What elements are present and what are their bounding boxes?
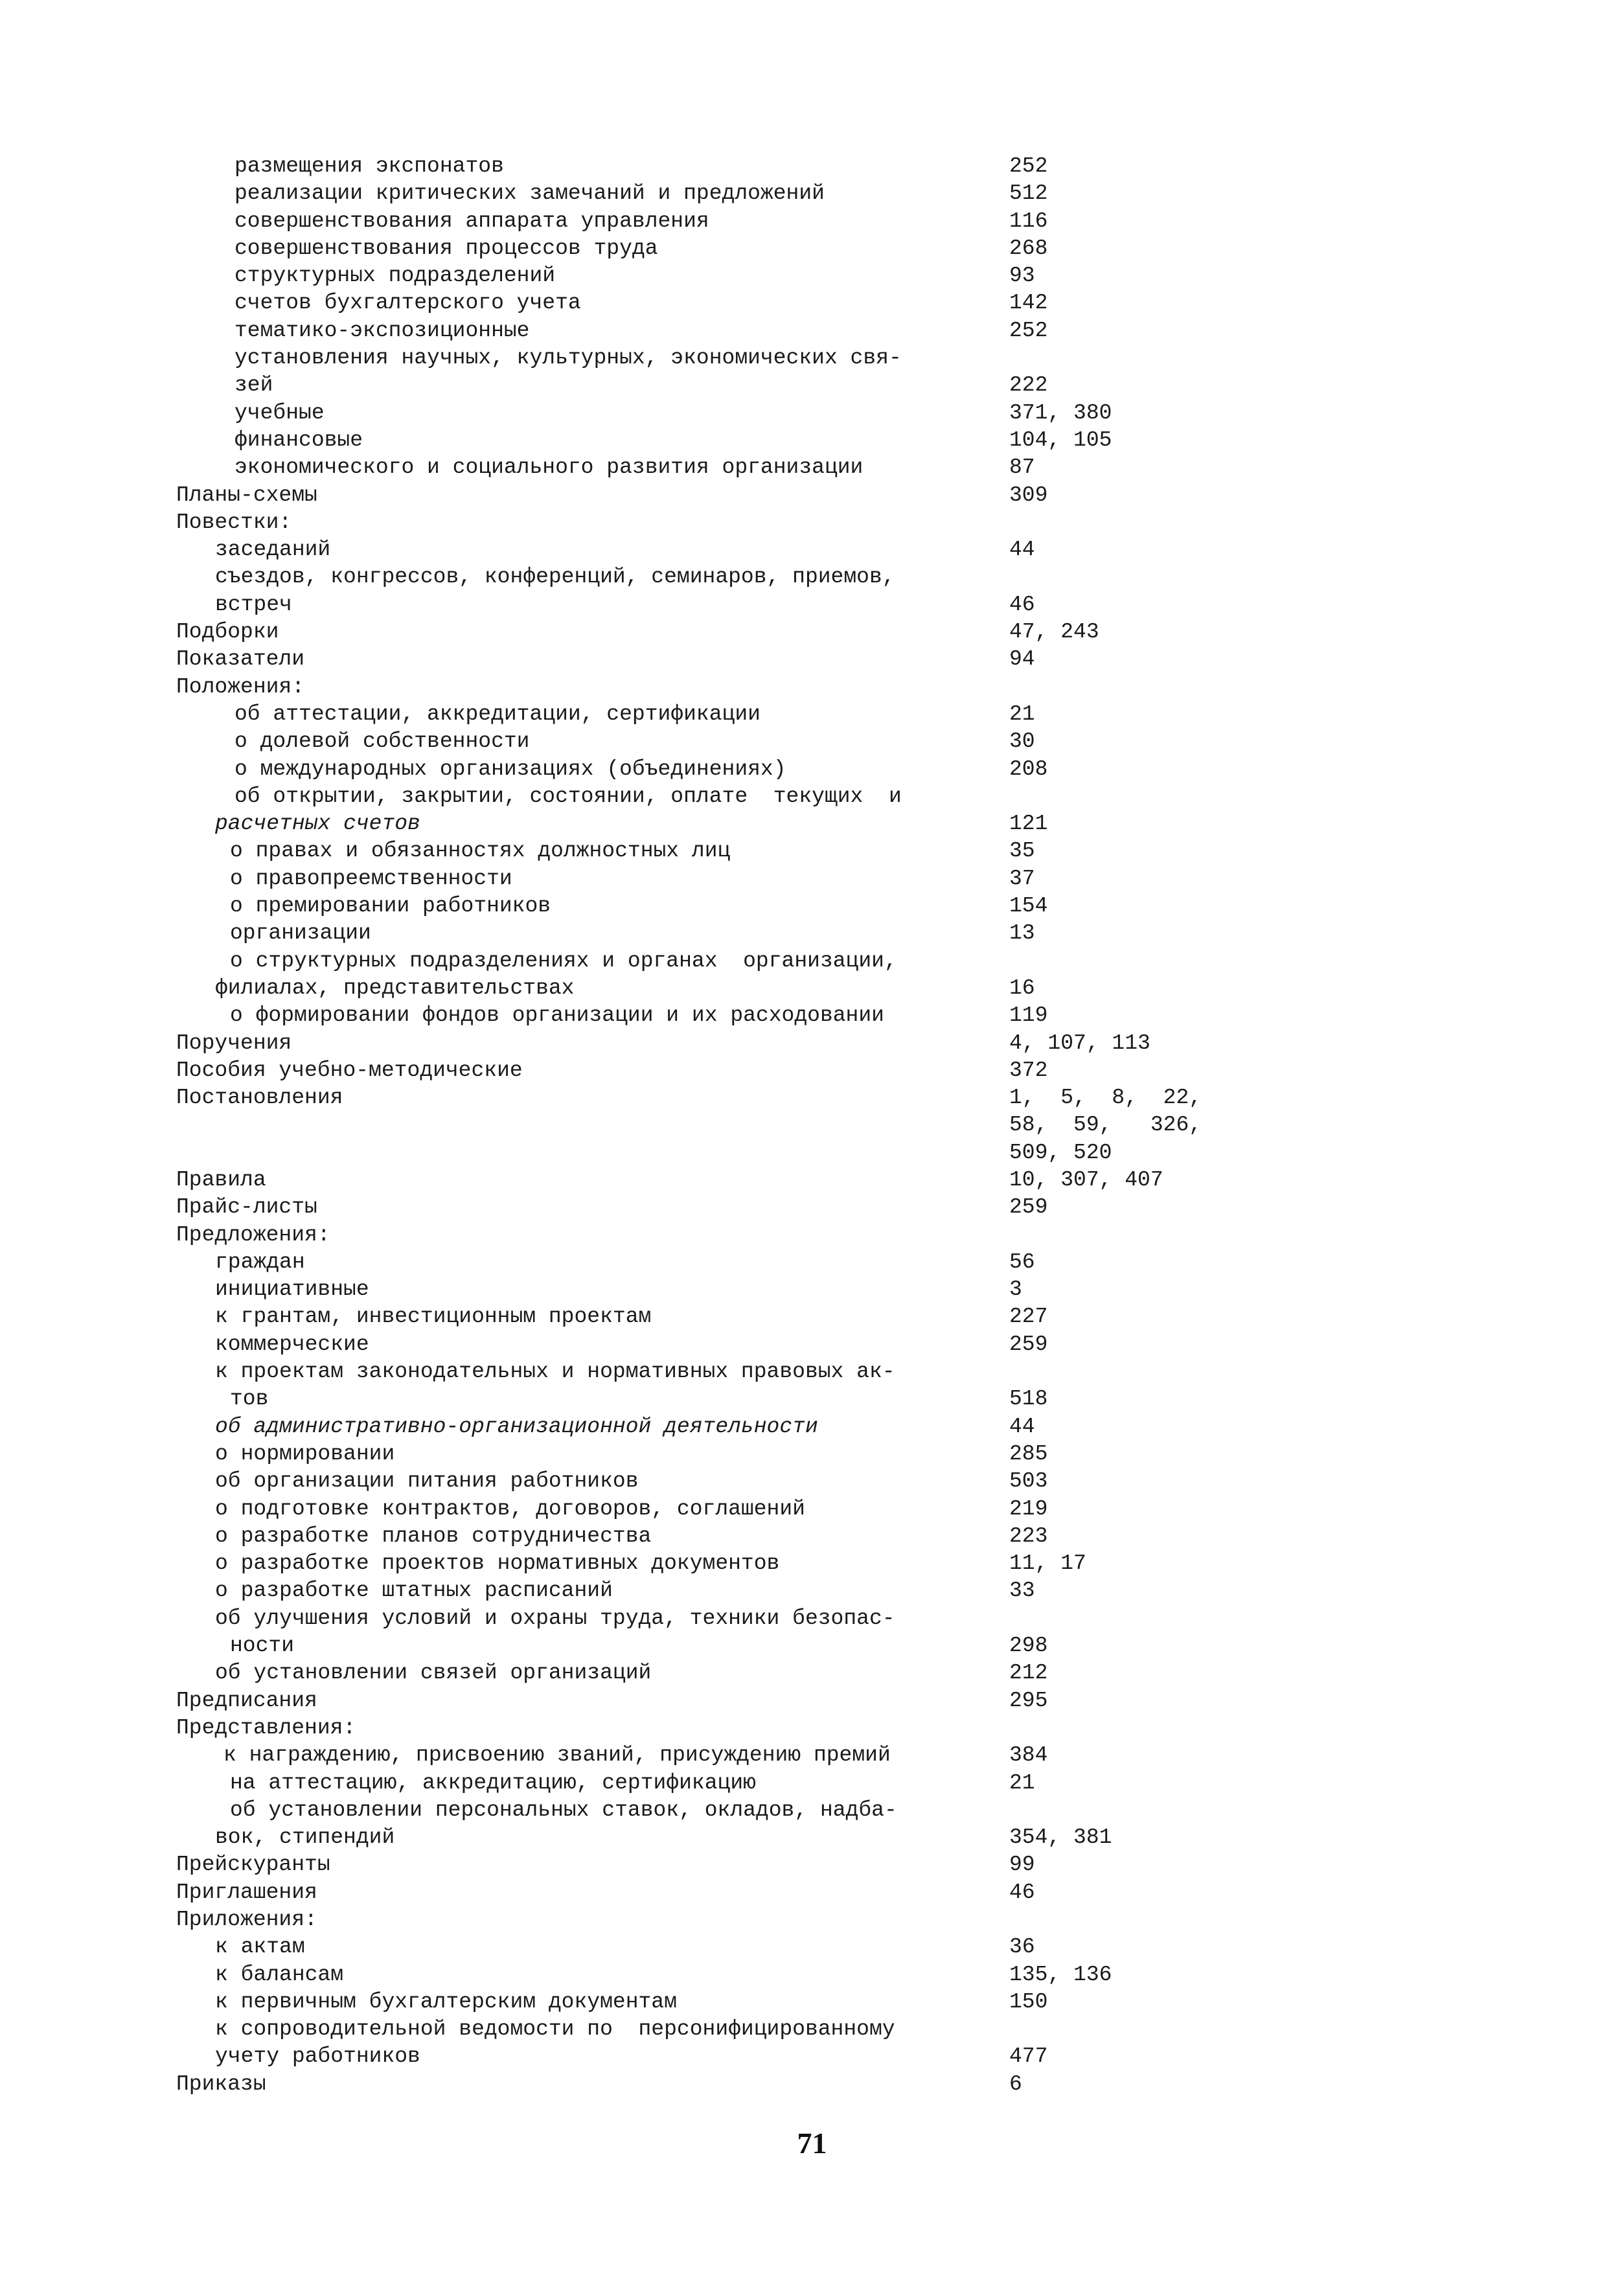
index-entry bbox=[0, 1660, 1624, 1687]
entry-ref: 223 bbox=[1009, 1524, 1048, 1548]
index-entry bbox=[0, 1851, 1624, 1879]
index-entry bbox=[0, 646, 1624, 673]
entry-term: на аттестацию, аккредитацию, сертификацию bbox=[230, 1770, 756, 1795]
entry-ref: 87 bbox=[1009, 455, 1035, 480]
entry-ref: 10, 307, 407 bbox=[1009, 1167, 1163, 1192]
entry-ref: 252 bbox=[1009, 318, 1048, 343]
entry-ref: 44 bbox=[1009, 1414, 1035, 1439]
entry-term: Представления: bbox=[176, 1715, 356, 1740]
index-entry bbox=[0, 1167, 1624, 1194]
entry-ref: 94 bbox=[1009, 647, 1035, 672]
entry-ref: 13 bbox=[1009, 921, 1035, 946]
entry-term: учебные bbox=[234, 400, 325, 425]
entry-term: к балансам bbox=[215, 1962, 344, 1987]
entry-term: реализации критических замечаний и предложений bbox=[234, 181, 825, 206]
entry-term: тов bbox=[230, 1387, 269, 1411]
index-entry bbox=[0, 865, 1624, 893]
index-entry bbox=[0, 1468, 1624, 1495]
index-entry bbox=[0, 1358, 1624, 1386]
index-entry bbox=[0, 1715, 1624, 1742]
entry-ref: 259 bbox=[1009, 1195, 1048, 1220]
entry-ref: 268 bbox=[1009, 236, 1048, 260]
index-entry bbox=[0, 619, 1624, 646]
entry-term: об улучшения условий и охраны труда, техники безопас- bbox=[215, 1606, 895, 1630]
index-entry bbox=[0, 1002, 1624, 1029]
entry-term: структурных подразделений bbox=[234, 264, 556, 288]
entry-ref: 154 bbox=[1009, 894, 1048, 919]
page-number: 71 bbox=[797, 2127, 827, 2160]
index-entry bbox=[0, 2043, 1624, 2070]
index-entry bbox=[0, 948, 1624, 975]
entry-term: Положения: bbox=[176, 674, 305, 699]
entry-ref: 33 bbox=[1009, 1579, 1035, 1603]
entry-term: вок, стипендий bbox=[215, 1825, 395, 1850]
entry-term: к первичным бухгалтерским документам bbox=[215, 1989, 677, 2014]
index-entry bbox=[0, 1523, 1624, 1550]
entry-ref: 104, 105 bbox=[1009, 428, 1112, 452]
entry-ref: 512 bbox=[1009, 181, 1048, 206]
index-entry bbox=[0, 1222, 1624, 1249]
entry-ref: 372 bbox=[1009, 1058, 1048, 1082]
entry-term: расчетных счетов bbox=[215, 812, 420, 836]
index-entry bbox=[0, 1276, 1624, 1303]
entry-term: счетов бухгалтерского учета bbox=[234, 291, 581, 315]
entry-term: о нормировании bbox=[215, 1441, 395, 1466]
entry-term: Приказы bbox=[176, 2072, 266, 2096]
index-entry bbox=[0, 1112, 1624, 1139]
index-entry bbox=[0, 1441, 1624, 1468]
index-entry bbox=[0, 1194, 1624, 1221]
entry-term: установления научных, культурных, экономических свя- bbox=[234, 346, 902, 371]
entry-term: встреч bbox=[215, 592, 292, 617]
index-entry bbox=[0, 1303, 1624, 1330]
entry-ref: 21 bbox=[1009, 702, 1035, 726]
entry-term: филиалах, представительствах bbox=[215, 976, 575, 1000]
entry-term: инициативные bbox=[215, 1277, 369, 1302]
index-entry bbox=[0, 564, 1624, 591]
entry-term: Прейскуранты bbox=[176, 1853, 330, 1877]
entry-ref: 47, 243 bbox=[1009, 620, 1099, 645]
entry-term: к актам bbox=[215, 1935, 305, 1959]
entry-term: заседаний bbox=[215, 538, 331, 562]
entry-ref: 21 bbox=[1009, 1770, 1035, 1795]
entry-ref: 503 bbox=[1009, 1469, 1048, 1494]
index-entry bbox=[0, 920, 1624, 947]
index-entry bbox=[0, 1386, 1624, 1413]
index-entry bbox=[0, 2016, 1624, 2043]
entry-ref: 99 bbox=[1009, 1853, 1035, 1877]
index-entry bbox=[0, 1632, 1624, 1660]
index-entry bbox=[0, 482, 1624, 509]
index-entry bbox=[0, 454, 1624, 481]
entry-ref: 219 bbox=[1009, 1496, 1048, 1521]
entry-ref: 309 bbox=[1009, 483, 1048, 507]
index-entry bbox=[0, 262, 1624, 290]
entry-term: к грантам, инвестиционным проектам bbox=[215, 1305, 652, 1329]
entry-term: Показатели bbox=[176, 647, 305, 672]
entry-term: о разработке проектов нормативных документов bbox=[215, 1551, 780, 1576]
index-entry bbox=[0, 893, 1624, 920]
entry-term: о международных организациях (объединениях) bbox=[234, 757, 786, 781]
index-entry bbox=[0, 1742, 1624, 1769]
entry-ref: 35 bbox=[1009, 839, 1035, 863]
index-entry bbox=[0, 2071, 1624, 2098]
entry-ref: 208 bbox=[1009, 757, 1048, 781]
entry-term: о структурных подразделениях и органах организации, bbox=[230, 948, 897, 973]
entry-term: об организации питания работников bbox=[215, 1469, 639, 1494]
entry-ref: 93 bbox=[1009, 264, 1035, 288]
entry-ref: 259 bbox=[1009, 1332, 1048, 1356]
entry-ref: 384 bbox=[1009, 1743, 1048, 1768]
index-entry bbox=[0, 1030, 1624, 1057]
entry-ref: 285 bbox=[1009, 1441, 1048, 1466]
index-entry bbox=[0, 975, 1624, 1002]
index-entry bbox=[0, 1496, 1624, 1523]
entry-ref: 354, 381 bbox=[1009, 1825, 1112, 1850]
entry-ref: 142 bbox=[1009, 291, 1048, 315]
entry-term: о подготовке контрактов, договоров, соглашений bbox=[215, 1496, 805, 1521]
index-entry bbox=[0, 1797, 1624, 1824]
entry-term: Поручения bbox=[176, 1031, 292, 1055]
entry-term: о формировании фондов организации и их расходовании bbox=[230, 1003, 884, 1028]
entry-ref: 222 bbox=[1009, 373, 1048, 398]
index-entry bbox=[0, 1084, 1624, 1112]
entry-ref: 509, 520 bbox=[1009, 1140, 1112, 1165]
index-entry bbox=[0, 1139, 1624, 1167]
entry-term: зей bbox=[234, 373, 273, 398]
entry-term: об открытии, закрытии, состоянии, оплате текущих и bbox=[234, 784, 902, 808]
entry-term: организации bbox=[230, 921, 371, 946]
entry-ref: 44 bbox=[1009, 538, 1035, 562]
index-entry bbox=[0, 1879, 1624, 1906]
entry-term: о премировании работников bbox=[230, 894, 551, 919]
entry-term: Приложения: bbox=[176, 1908, 317, 1932]
index-entry bbox=[0, 1824, 1624, 1851]
entry-ref: 30 bbox=[1009, 729, 1035, 754]
entry-term: о разработке штатных расписаний bbox=[215, 1579, 613, 1603]
entry-term: о долевой собственности bbox=[234, 729, 530, 754]
entry-ref: 46 bbox=[1009, 1880, 1035, 1904]
entry-term: Постановления bbox=[176, 1086, 343, 1110]
index-entry bbox=[0, 345, 1624, 372]
entry-ref: 6 bbox=[1009, 2072, 1022, 2096]
index-entry bbox=[0, 810, 1624, 838]
index-entry bbox=[0, 1331, 1624, 1358]
entry-ref: 295 bbox=[1009, 1688, 1048, 1713]
entry-term: об установлении персональных ставок, окладов, надба- bbox=[230, 1798, 897, 1822]
index-entry bbox=[0, 1934, 1624, 1961]
index-entry bbox=[0, 674, 1624, 701]
entry-term: экономического и социального развития организации bbox=[234, 455, 863, 480]
index-entry bbox=[0, 1687, 1624, 1715]
entry-ref: 227 bbox=[1009, 1305, 1048, 1329]
index-entry bbox=[0, 1550, 1624, 1577]
entry-term: Повестки: bbox=[176, 510, 292, 534]
entry-term: Приглашения bbox=[176, 1880, 317, 1904]
entry-ref: 3 bbox=[1009, 1277, 1022, 1302]
index-entry bbox=[0, 536, 1624, 564]
entry-term: о правах и обязанностях должностных лиц bbox=[230, 839, 731, 863]
index-entry bbox=[0, 509, 1624, 536]
entry-term: к награждению, присвоению званий, присуждению премий bbox=[223, 1743, 891, 1768]
entry-term: Подборки bbox=[176, 620, 279, 645]
entry-ref: 477 bbox=[1009, 2044, 1048, 2069]
entry-ref: 46 bbox=[1009, 592, 1035, 617]
index-entry bbox=[0, 756, 1624, 783]
entry-ref: 16 bbox=[1009, 976, 1035, 1000]
entry-term: финансовые bbox=[234, 428, 363, 452]
index-entry bbox=[0, 1989, 1624, 2016]
index-entry bbox=[0, 427, 1624, 454]
entry-ref: 36 bbox=[1009, 1935, 1035, 1959]
entry-term: Предписания bbox=[176, 1688, 317, 1713]
entry-ref: 58, 59, 326, bbox=[1009, 1113, 1202, 1137]
entry-ref: 4, 107, 113 bbox=[1009, 1031, 1150, 1055]
entry-term: о разработке планов сотрудничества bbox=[215, 1524, 652, 1548]
entry-term: о правопреемственности bbox=[230, 866, 512, 891]
entry-ref: 121 bbox=[1009, 812, 1048, 836]
index-entry bbox=[0, 1057, 1624, 1084]
index-entry bbox=[0, 290, 1624, 317]
index-entry bbox=[0, 1249, 1624, 1276]
entry-ref: 212 bbox=[1009, 1661, 1048, 1685]
index-entry bbox=[0, 1770, 1624, 1797]
entry-term: об установлении связей организаций bbox=[215, 1661, 652, 1685]
entry-term: Предложения: bbox=[176, 1222, 330, 1247]
entry-ref: 150 bbox=[1009, 1989, 1048, 2014]
index-entry bbox=[0, 1605, 1624, 1632]
entry-ref: 116 bbox=[1009, 209, 1048, 233]
index-entry bbox=[0, 728, 1624, 755]
entry-term: размещения экспонатов bbox=[234, 154, 504, 178]
index-entry bbox=[0, 591, 1624, 619]
subject-index bbox=[0, 153, 1624, 2098]
index-entry bbox=[0, 372, 1624, 399]
index-entry bbox=[0, 208, 1624, 235]
index-entry bbox=[0, 235, 1624, 262]
index-entry bbox=[0, 1413, 1624, 1441]
entry-ref: 119 bbox=[1009, 1003, 1048, 1028]
entry-term: учету работников bbox=[215, 2044, 420, 2069]
entry-term: об административно-организационной деятельности bbox=[215, 1414, 818, 1439]
entry-ref: 37 bbox=[1009, 866, 1035, 891]
entry-term: коммерческие bbox=[215, 1332, 369, 1356]
entry-term: съездов, конгрессов, конференций, семинаров, приемов, bbox=[215, 565, 895, 589]
index-entry bbox=[0, 153, 1624, 180]
entry-term: граждан bbox=[215, 1250, 305, 1274]
index-entry bbox=[0, 783, 1624, 810]
entry-term: ности bbox=[230, 1634, 295, 1658]
index-entry bbox=[0, 1577, 1624, 1605]
entry-ref: 11, 17 bbox=[1009, 1551, 1086, 1576]
entry-ref: 518 bbox=[1009, 1387, 1048, 1411]
index-entry bbox=[0, 1906, 1624, 1934]
index-entry bbox=[0, 180, 1624, 207]
entry-ref: 56 bbox=[1009, 1250, 1035, 1274]
entry-term: Планы-схемы bbox=[176, 483, 317, 507]
index-entry bbox=[0, 317, 1624, 345]
index-entry bbox=[0, 1961, 1624, 1989]
index-entry bbox=[0, 838, 1624, 865]
entry-term: об аттестации, аккредитации, сертификации bbox=[234, 702, 761, 726]
index-entry bbox=[0, 701, 1624, 728]
entry-term: Прайс-листы bbox=[176, 1195, 317, 1220]
entry-term: Правила bbox=[176, 1167, 266, 1192]
entry-term: к проектам законодательных и нормативных правовых ак- bbox=[215, 1360, 895, 1384]
entry-ref: 298 bbox=[1009, 1634, 1048, 1658]
entry-term: совершенствования аппарата управления bbox=[234, 209, 709, 233]
entry-ref: 371, 380 bbox=[1009, 400, 1112, 425]
entry-ref: 135, 136 bbox=[1009, 1962, 1112, 1987]
entry-ref: 252 bbox=[1009, 154, 1048, 178]
index-entry bbox=[0, 400, 1624, 427]
entry-term: к сопроводительной ведомости по персонифицированному bbox=[215, 2017, 895, 2042]
entry-term: совершенствования процессов труда bbox=[234, 236, 658, 260]
entry-term: тематико-экспозиционные bbox=[234, 318, 530, 343]
entry-term: Пособия учебно-методические bbox=[176, 1058, 523, 1082]
entry-ref: 1, 5, 8, 22, bbox=[1009, 1086, 1202, 1110]
